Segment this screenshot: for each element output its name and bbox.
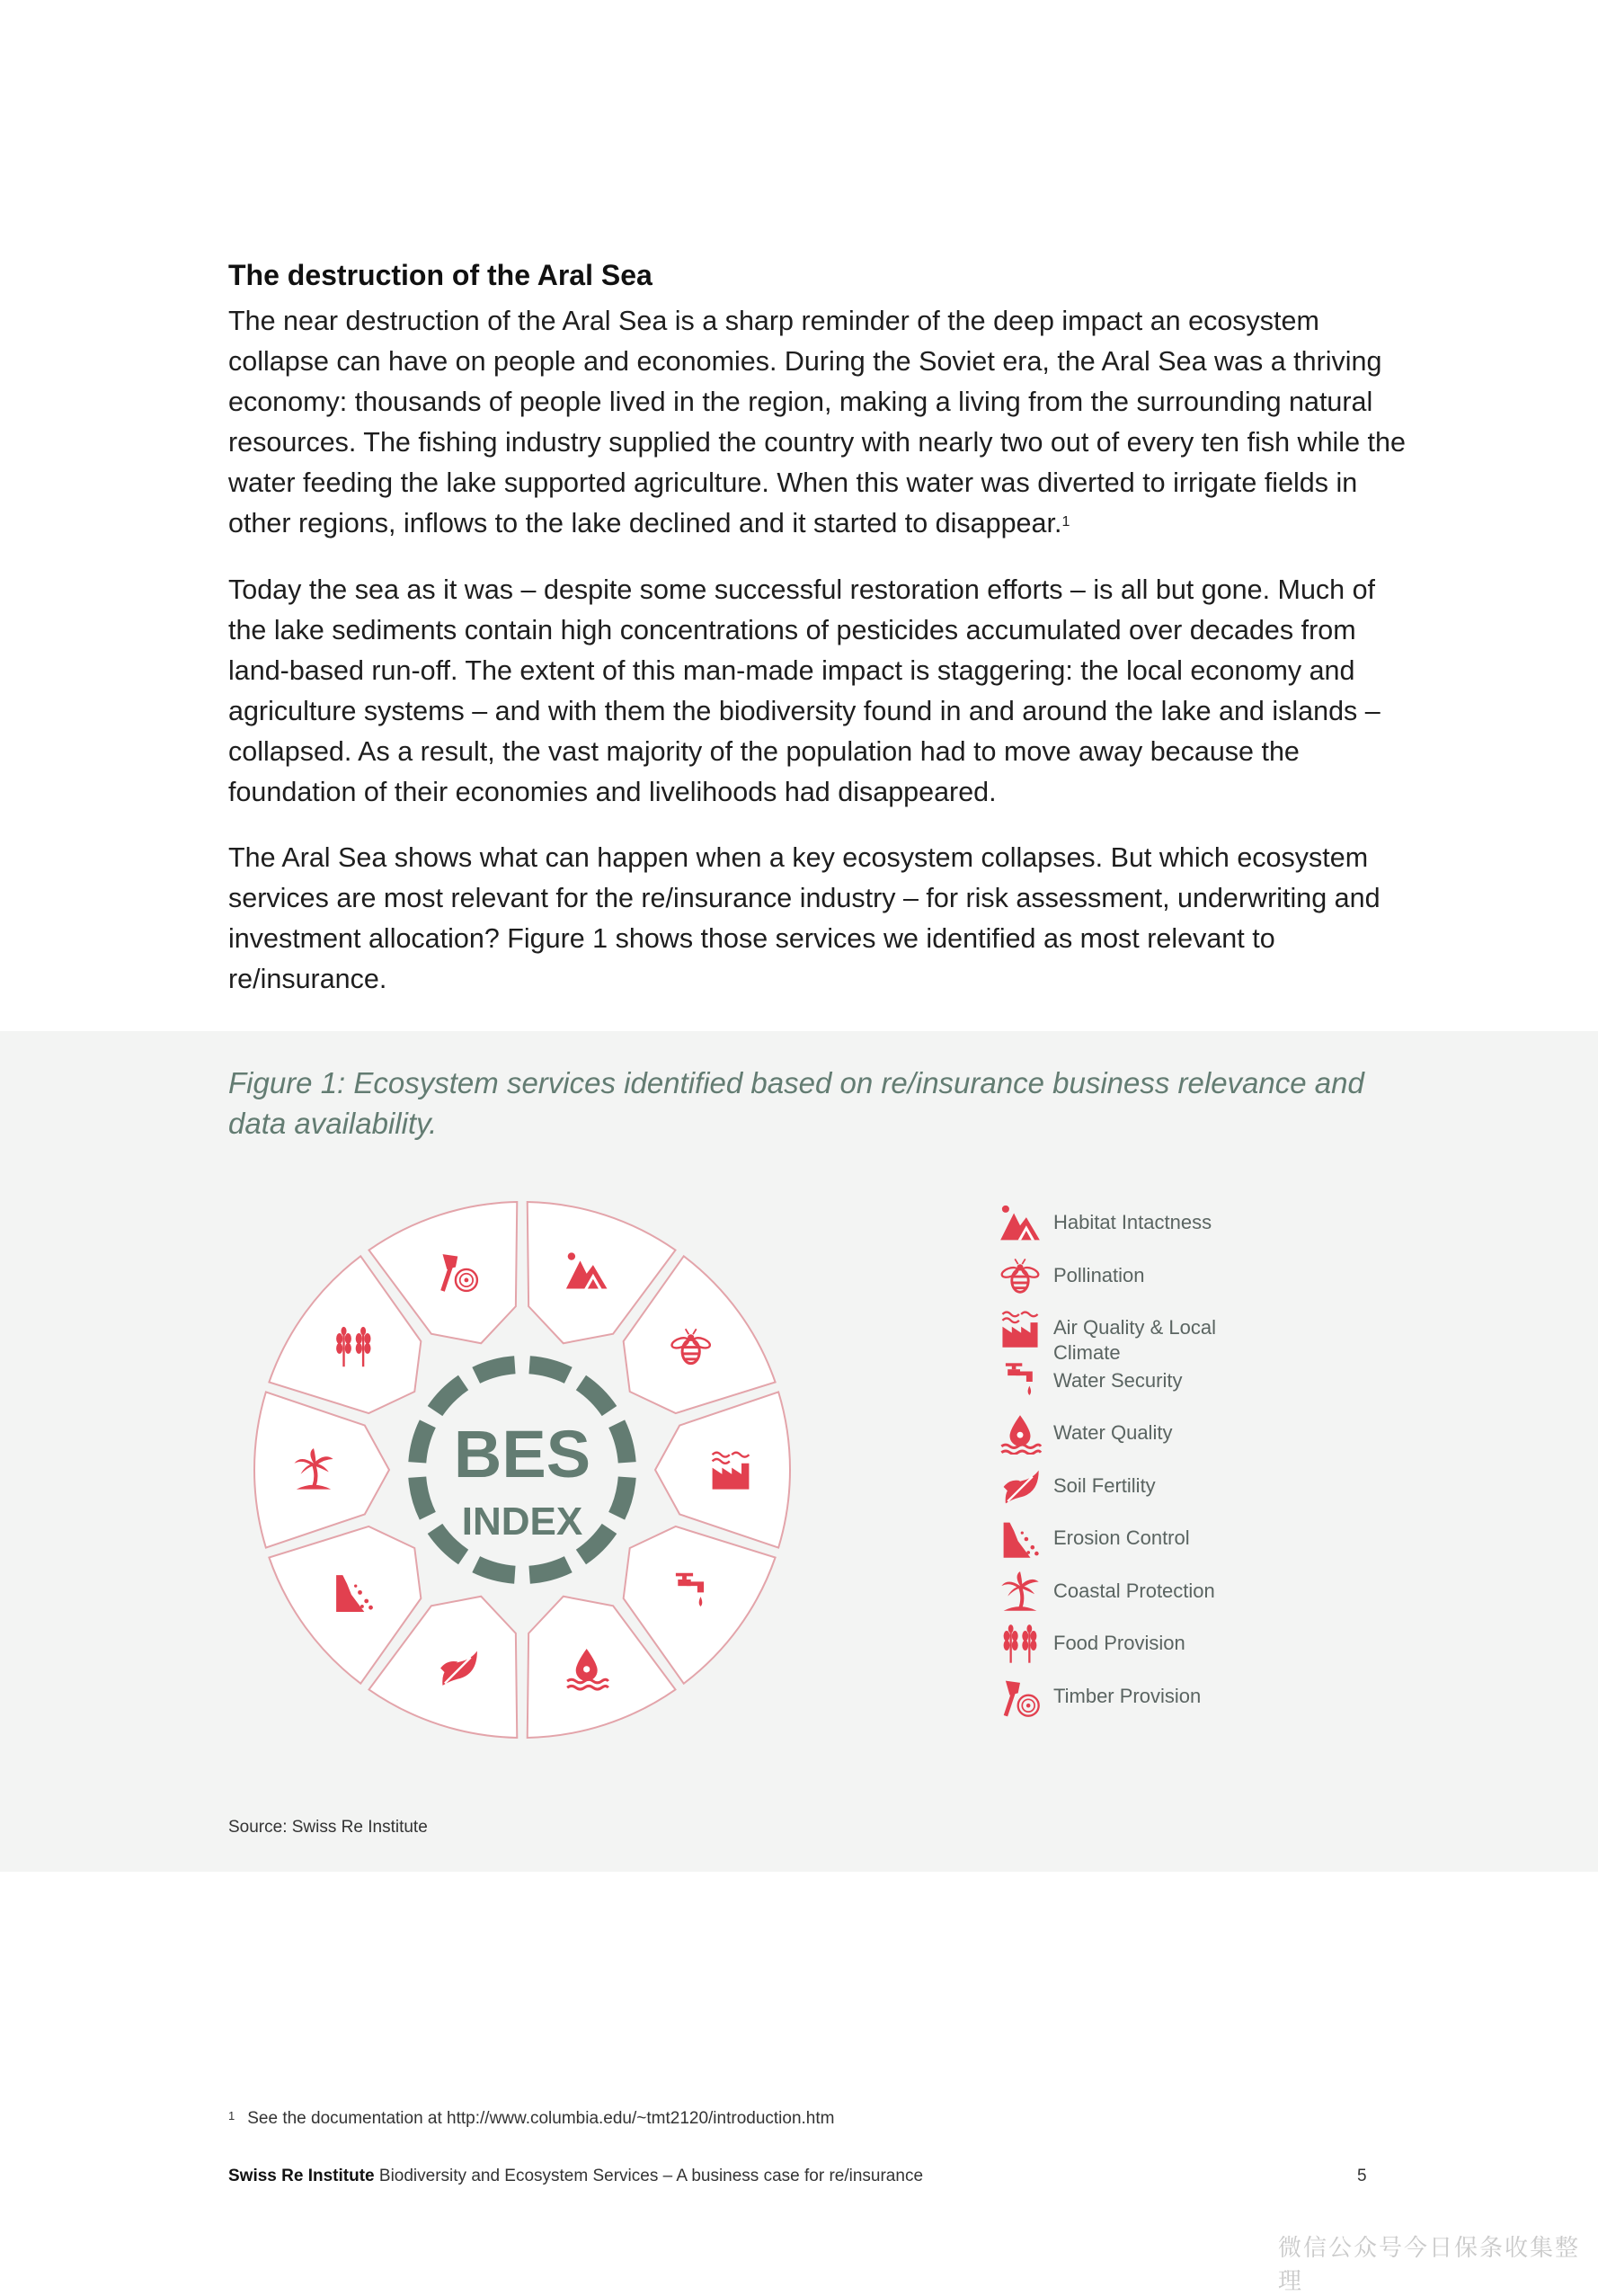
bes-ring-dash bbox=[617, 1477, 627, 1516]
bes-ring-dash bbox=[417, 1477, 428, 1516]
legend-label: Timber Provision bbox=[1053, 1684, 1202, 1707]
legend-item bbox=[998, 1413, 1251, 1466]
paragraph-1: The near destruction of the Aral Sea is a sharp reminder of the deep impact an ecosystem collapse can have on people and economies. During the Soviet era, the Aral Sea was a thriving economy: thousands of people lived in the region, making a living from the surrounding natural resources. The fishing industry supplied the country with nearly two out of every ten fish while the water feeding the lake supported agriculture. When this water was diverted to irrigate fields in other regions, inflows to the lake declined and it started to disappear.$^1$ bbox=[228, 306, 1406, 538]
legend-label: Water Quality bbox=[1053, 1421, 1173, 1444]
legend-label: Soil Fertility bbox=[1053, 1473, 1156, 1497]
leaf-icon bbox=[998, 1466, 1043, 1508]
legend-item bbox=[998, 1624, 1251, 1677]
bes-ring-dash bbox=[476, 1564, 515, 1575]
footnote bbox=[228, 2109, 834, 2129]
bes-ring-dash bbox=[529, 1564, 568, 1575]
legend-label: Habitat Intactness bbox=[1053, 1211, 1212, 1233]
axe-icon bbox=[998, 1677, 1043, 1718]
bes-ring-dash bbox=[476, 1365, 515, 1375]
figure-caption: Figure 1: Ecosystem services identified based on re/insurance business relevance and data availability. bbox=[228, 1066, 1364, 1140]
wheel-segment bbox=[254, 1392, 389, 1547]
water-drop-icon bbox=[998, 1413, 1043, 1455]
bes-ring-dash bbox=[581, 1383, 609, 1411]
footnote-text: See the documentation at http://www.columbia.edu/~tmt2120/introduction.htm bbox=[247, 2109, 835, 2128]
legend-item bbox=[998, 1677, 1251, 1730]
legend-item bbox=[998, 1518, 1251, 1571]
section-heading: The destruction of the Aral Sea bbox=[228, 259, 653, 291]
legend-label: Water Security bbox=[1053, 1368, 1183, 1392]
legend-item bbox=[998, 1308, 1251, 1364]
legend-item bbox=[998, 1203, 1251, 1256]
palm-tree-icon bbox=[998, 1571, 1043, 1613]
watermark: 微信公众号今日保条收集整理 bbox=[1278, 2235, 1581, 2295]
tap-icon bbox=[998, 1361, 1043, 1402]
legend-item bbox=[998, 1466, 1251, 1519]
bes-ring-dash bbox=[529, 1365, 568, 1375]
erosion-icon bbox=[998, 1518, 1043, 1560]
legend-item bbox=[998, 1571, 1251, 1624]
wheat-icon bbox=[998, 1624, 1043, 1665]
bes-ring-dash bbox=[435, 1383, 464, 1411]
mountains-icon bbox=[998, 1203, 1043, 1244]
bes-index-wheel bbox=[248, 1196, 796, 1744]
legend-item bbox=[998, 1361, 1251, 1414]
legend-label: Erosion Control bbox=[1053, 1526, 1190, 1549]
bes-ring-dash bbox=[617, 1424, 627, 1463]
bee-icon bbox=[998, 1256, 1043, 1297]
index-label: INDEX bbox=[461, 1500, 583, 1544]
factory-icon bbox=[998, 1308, 1043, 1349]
legend-label: Air Quality & Local Climate bbox=[1053, 1316, 1216, 1364]
figure-source: Source: Swiss Re Institute bbox=[228, 1818, 428, 1837]
legend-item bbox=[998, 1256, 1251, 1309]
legend bbox=[998, 1203, 1251, 1729]
page-footer bbox=[228, 2167, 1370, 2186]
footnote-mark: 1 bbox=[228, 2109, 235, 2122]
footer-title: Biodiversity and Ecosystem Services – A business case for re/insurance bbox=[378, 2167, 924, 2185]
legend-label: Food Provision bbox=[1053, 1632, 1185, 1654]
legend-label: Pollination bbox=[1053, 1263, 1145, 1286]
paragraph-2: Today the sea as it was – despite some successful restoration efforts – is all but gone. Much of the lake sediments contain high concentrations of pesticides accumulated over decades from land-based run-off. The extent of this man-made impact is staggering: the local economy and agriculture systems – and with them the biodiversity found in and around the lake and islands – collapsed. As a result, the vast majority of the population had to move away because the foundation of their economies and livelihoods had disappeared. bbox=[228, 574, 1380, 807]
legend-label: Coastal Protection bbox=[1053, 1579, 1215, 1602]
paragraph-3: The Aral Sea shows what can happen when a key ecosystem collapses. But which ecosystem services are most relevant for the re/insurance industry – for risk assessment, underwriting and investment allocation? Figure 1 shows those services we identified as most relevant to re/insurance. bbox=[228, 842, 1380, 994]
page-number: 5 bbox=[1357, 2167, 1367, 2185]
bes-label: BES bbox=[453, 1417, 591, 1491]
bes-ring-dash bbox=[435, 1528, 464, 1557]
footnote-ref[interactable]: 1 bbox=[1061, 514, 1070, 530]
figure-panel bbox=[0, 1031, 1598, 1872]
bes-ring-dash bbox=[581, 1528, 609, 1557]
footer-brand: Swiss Re Institute bbox=[228, 2167, 375, 2185]
bes-ring-dash bbox=[417, 1424, 428, 1463]
